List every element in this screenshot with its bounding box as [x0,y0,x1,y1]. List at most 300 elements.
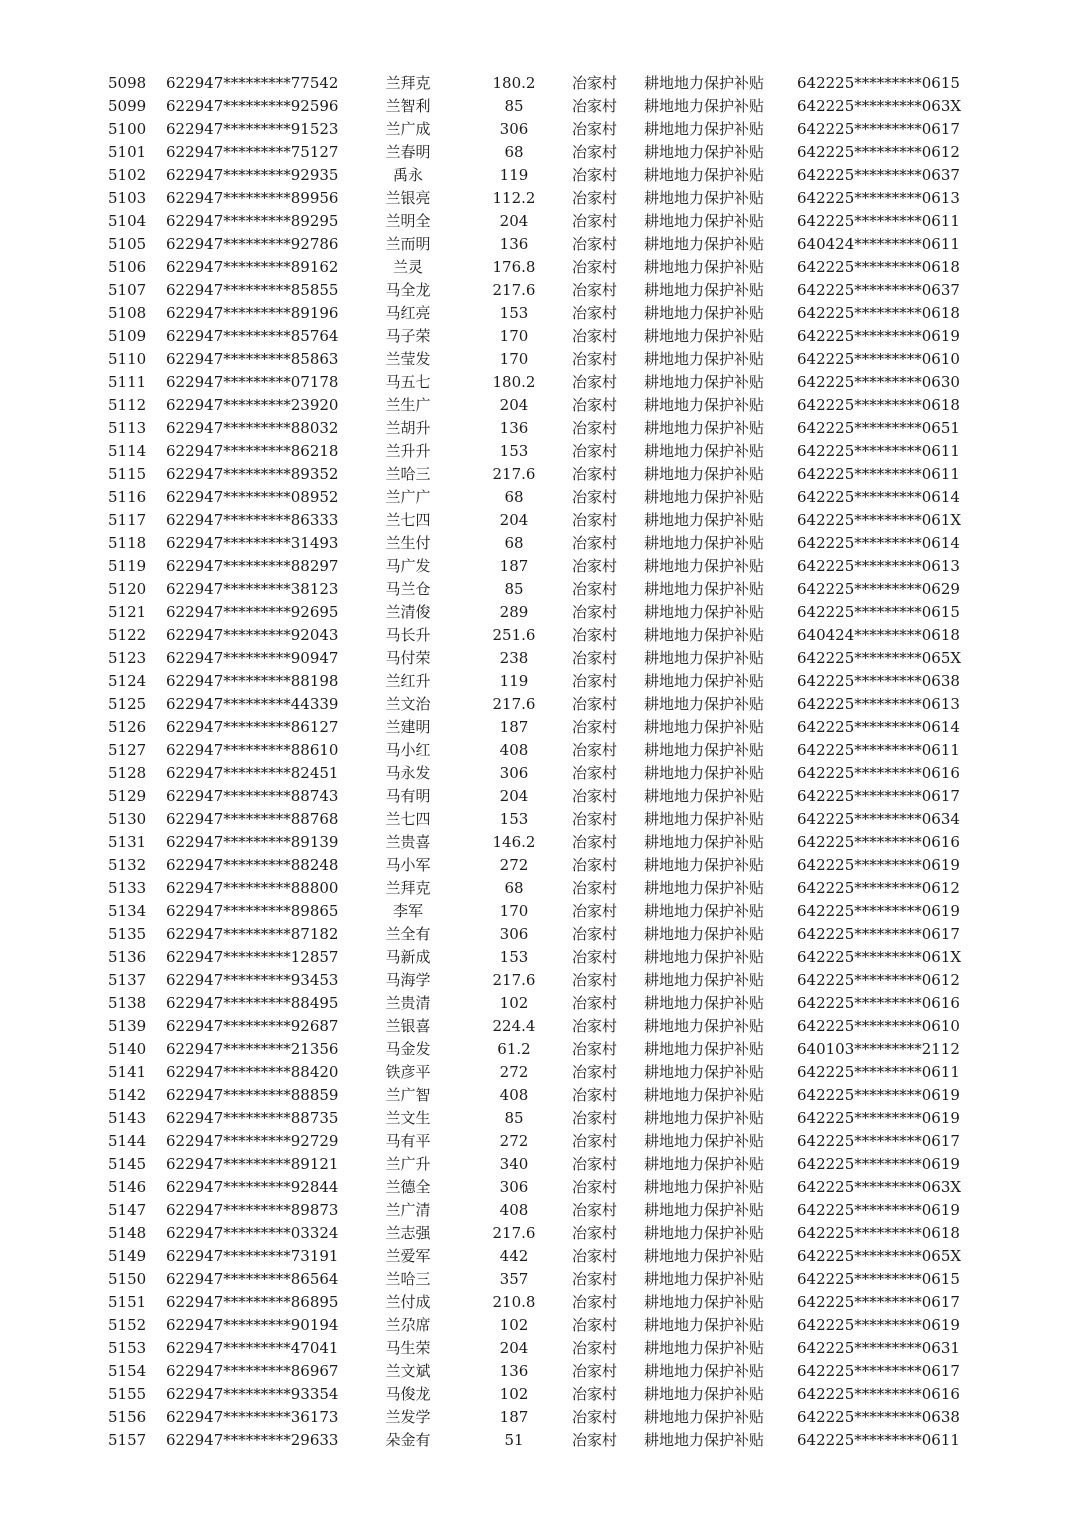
subsidy-amount: 217.6 [492,1224,536,1242]
account-number: 622947*********92844 [166,1178,339,1196]
table-row [0,118,1074,141]
row-number: 5145 [108,1155,147,1173]
subsidy-type: 耕地地力保护补贴 [644,603,765,621]
recipient-name: 兰拜克 [385,74,431,92]
subsidy-type: 耕地地力保护补贴 [644,396,765,414]
subsidy-type: 耕地地力保护补贴 [644,971,765,989]
id-number: 642225*********0651 [797,419,960,437]
table-row [0,1176,1074,1199]
row-number: 5110 [108,350,147,368]
table-row [0,1383,1074,1406]
id-number: 642225*********0618 [797,258,960,276]
table-row [0,1337,1074,1360]
row-number: 5121 [108,603,147,621]
id-number: 642225*********0638 [797,1408,960,1426]
village-name: 冶家村 [572,925,618,943]
row-number: 5111 [108,373,147,391]
subsidy-amount: 176.8 [492,258,536,276]
village-name: 冶家村 [572,1362,618,1380]
recipient-name: 马长升 [385,626,431,644]
row-number: 5108 [108,304,147,322]
table-row [0,440,1074,463]
account-number: 622947*********92695 [166,603,339,621]
village-name: 冶家村 [572,1316,618,1334]
village-name: 冶家村 [572,1247,618,1265]
subsidy-amount: 272 [499,1063,529,1081]
table-row [0,877,1074,900]
village-name: 冶家村 [572,189,618,207]
village-name: 冶家村 [572,1063,618,1081]
village-name: 冶家村 [572,1270,618,1288]
subsidy-type: 耕地地力保护补贴 [644,879,765,897]
subsidy-amount: 85 [504,1109,524,1127]
row-number: 5123 [108,649,147,667]
recipient-name: 兰红升 [385,672,431,690]
row-number: 5109 [108,327,147,345]
recipient-name: 兰广智 [385,1086,431,1104]
recipient-name: 兰贵喜 [385,833,431,851]
id-number: 642225*********0610 [797,350,960,368]
table-row [0,210,1074,233]
id-number: 640424*********0618 [797,626,960,644]
table-row [0,670,1074,693]
subsidy-amount: 217.6 [492,281,536,299]
row-number: 5141 [108,1063,147,1081]
subsidy-amount: 153 [499,304,529,322]
recipient-name: 马小红 [385,741,431,759]
id-number: 642225*********063X [797,97,962,115]
subsidy-amount: 408 [499,741,529,759]
village-name: 冶家村 [572,1086,618,1104]
row-number: 5100 [108,120,147,138]
subsidy-amount: 408 [499,1201,529,1219]
village-name: 冶家村 [572,603,618,621]
subsidy-amount: 68 [504,879,524,897]
account-number: 622947*********93354 [166,1385,339,1403]
account-number: 622947*********89956 [166,189,339,207]
table-row [0,624,1074,647]
recipient-name: 兰付成 [385,1293,431,1311]
village-name: 冶家村 [572,442,618,460]
recipient-name: 马付荣 [385,649,431,667]
id-number: 642225*********0634 [797,810,960,828]
subsidy-type: 耕地地力保护补贴 [644,350,765,368]
village-name: 冶家村 [572,948,618,966]
row-number: 5125 [108,695,147,713]
table-row [0,555,1074,578]
subsidy-amount: 251.6 [492,626,536,644]
subsidy-type: 耕地地力保护补贴 [644,672,765,690]
village-name: 冶家村 [572,166,618,184]
subsidy-amount: 306 [499,1178,529,1196]
id-number: 642225*********0618 [797,396,960,414]
id-number: 642225*********0616 [797,833,960,851]
account-number: 622947*********31493 [166,534,339,552]
row-number: 5130 [108,810,147,828]
id-number: 642225*********0611 [797,741,960,759]
table-row [0,256,1074,279]
account-number: 622947*********87182 [166,925,339,943]
row-number: 5132 [108,856,147,874]
table-row [0,923,1074,946]
table-row [0,647,1074,670]
id-number: 642225*********063X [797,1178,962,1196]
id-number: 642225*********0611 [797,212,960,230]
recipient-name: 马俊龙 [385,1385,431,1403]
row-number: 5115 [108,465,147,483]
subsidy-amount: 153 [499,948,529,966]
village-name: 冶家村 [572,488,618,506]
village-name: 冶家村 [572,1178,618,1196]
row-number: 5131 [108,833,147,851]
subsidy-type: 耕地地力保护补贴 [644,304,765,322]
row-number: 5146 [108,1178,147,1196]
village-name: 冶家村 [572,373,618,391]
account-number: 622947*********92043 [166,626,339,644]
table-row [0,831,1074,854]
recipient-name: 兰文生 [385,1109,431,1127]
row-number: 5147 [108,1201,147,1219]
subsidy-amount: 306 [499,764,529,782]
account-number: 622947*********88248 [166,856,339,874]
subsidy-type: 耕地地力保护补贴 [644,764,765,782]
table-row [0,1038,1074,1061]
subsidy-type: 耕地地力保护补贴 [644,488,765,506]
account-number: 622947*********86127 [166,718,339,736]
id-number: 642225*********0616 [797,764,960,782]
row-number: 5154 [108,1362,147,1380]
village-name: 冶家村 [572,1132,618,1150]
subsidy-amount: 224.4 [492,1017,536,1035]
row-number: 5151 [108,1293,147,1311]
row-number: 5142 [108,1086,147,1104]
account-number: 622947*********08952 [166,488,339,506]
table-row [0,417,1074,440]
account-number: 622947*********85764 [166,327,339,345]
row-number: 5153 [108,1339,147,1357]
table-row [0,371,1074,394]
recipient-name: 马有平 [385,1132,431,1150]
subsidy-amount: 136 [499,419,529,437]
subsidy-amount: 51 [504,1431,524,1449]
village-name: 冶家村 [572,1431,618,1449]
table-row [0,233,1074,256]
recipient-name: 兰全有 [385,925,431,943]
village-name: 冶家村 [572,1155,618,1173]
table-row [0,325,1074,348]
subsidy-type: 耕地地力保护补贴 [644,281,765,299]
account-number: 622947*********88297 [166,557,339,575]
village-name: 冶家村 [572,465,618,483]
subsidy-amount: 180.2 [492,373,536,391]
subsidy-type: 耕地地力保护补贴 [644,994,765,1012]
id-number: 642225*********065X [797,649,962,667]
subsidy-type: 耕地地力保护补贴 [644,143,765,161]
village-name: 冶家村 [572,74,618,92]
subsidy-type: 耕地地力保护补贴 [644,1086,765,1104]
recipient-name: 李军 [392,902,423,920]
row-number: 5119 [108,557,147,575]
row-number: 5129 [108,787,147,805]
subsidy-amount: 68 [504,488,524,506]
village-name: 冶家村 [572,580,618,598]
subsidy-type: 耕地地力保护补贴 [644,189,765,207]
row-number: 5127 [108,741,147,759]
id-number: 642225*********0619 [797,1155,960,1173]
recipient-name: 兰七四 [385,810,431,828]
id-number: 642225*********0611 [797,1431,960,1449]
subsidy-amount: 170 [499,902,529,920]
recipient-name: 兰德全 [385,1178,431,1196]
table-row [0,762,1074,785]
account-number: 622947*********88495 [166,994,339,1012]
recipient-name: 兰银亮 [385,189,431,207]
village-name: 冶家村 [572,1339,618,1357]
subsidy-type: 耕地地力保护补贴 [644,327,765,345]
account-number: 622947*********89121 [166,1155,339,1173]
recipient-name: 兰莹发 [385,350,431,368]
account-number: 622947*********85855 [166,281,339,299]
id-number: 642225*********0619 [797,1316,960,1334]
account-number: 622947*********89162 [166,258,339,276]
subsidy-type: 耕地地力保护补贴 [644,1063,765,1081]
recipient-name: 马永发 [385,764,431,782]
account-number: 622947*********88735 [166,1109,339,1127]
row-number: 5134 [108,902,147,920]
account-number: 622947*********92935 [166,166,339,184]
subsidy-type: 耕地地力保护补贴 [644,1017,765,1035]
subsidy-type: 耕地地力保护补贴 [644,373,765,391]
recipient-name: 马金发 [385,1040,431,1058]
subsidy-amount: 187 [499,557,529,575]
id-number: 642225*********061X [797,948,962,966]
subsidy-amount: 204 [499,1339,529,1357]
recipient-name: 马五七 [385,373,431,391]
id-number: 642225*********0619 [797,1086,960,1104]
table-row [0,95,1074,118]
table-row [0,1153,1074,1176]
subsidy-type: 耕地地力保护补贴 [644,1155,765,1173]
subsidy-type: 耕地地力保护补贴 [644,1247,765,1265]
account-number: 622947*********89352 [166,465,339,483]
recipient-name: 马广发 [385,557,431,575]
table-row [0,532,1074,555]
id-number: 642225*********0619 [797,856,960,874]
table-row [0,1268,1074,1291]
subsidy-type: 耕地地力保护补贴 [644,580,765,598]
subsidy-amount: 306 [499,925,529,943]
account-number: 622947*********88610 [166,741,339,759]
id-number: 642225*********0614 [797,534,960,552]
village-name: 冶家村 [572,1040,618,1058]
subsidy-type: 耕地地力保护补贴 [644,925,765,943]
village-name: 冶家村 [572,143,618,161]
table-row [0,578,1074,601]
village-name: 冶家村 [572,695,618,713]
table-row [0,716,1074,739]
village-name: 冶家村 [572,1201,618,1219]
account-number: 622947*********75127 [166,143,339,161]
recipient-name: 马小军 [385,856,431,874]
subsidy-amount: 357 [499,1270,529,1288]
id-number: 642225*********0614 [797,718,960,736]
id-number: 642225*********0612 [797,879,960,897]
subsidy-amount: 306 [499,120,529,138]
account-number: 622947*********90947 [166,649,339,667]
recipient-name: 兰文治 [385,695,431,713]
row-number: 5114 [108,442,147,460]
subsidy-amount: 204 [499,787,529,805]
recipient-name: 兰春明 [385,143,431,161]
row-number: 5133 [108,879,147,897]
subsidy-type: 耕地地力保护补贴 [644,649,765,667]
account-number: 622947*********88800 [166,879,339,897]
table-row [0,992,1074,1015]
village-name: 冶家村 [572,212,618,230]
subsidy-type: 耕地地力保护补贴 [644,1362,765,1380]
subsidy-amount: 210.8 [492,1293,536,1311]
subsidy-amount: 442 [499,1247,529,1265]
id-number: 642225*********0637 [797,281,960,299]
subsidy-type: 耕地地力保护补贴 [644,166,765,184]
village-name: 冶家村 [572,1385,618,1403]
recipient-name: 兰七四 [385,511,431,529]
row-number: 5140 [108,1040,147,1058]
account-number: 622947*********89873 [166,1201,339,1219]
table-row [0,1429,1074,1452]
table-row [0,348,1074,371]
account-number: 622947*********89295 [166,212,339,230]
recipient-name: 兰升升 [385,442,431,460]
village-name: 冶家村 [572,879,618,897]
row-number: 5116 [108,488,147,506]
table-row [0,1130,1074,1153]
village-name: 冶家村 [572,672,618,690]
village-name: 冶家村 [572,534,618,552]
subsidy-type: 耕地地力保护补贴 [644,718,765,736]
subsidy-type: 耕地地力保护补贴 [644,557,765,575]
table-row [0,854,1074,877]
subsidy-type: 耕地地力保护补贴 [644,810,765,828]
row-number: 5139 [108,1017,147,1035]
subsidy-amount: 204 [499,511,529,529]
account-number: 622947*********88198 [166,672,339,690]
subsidy-amount: 85 [504,97,524,115]
account-number: 622947*********90194 [166,1316,339,1334]
id-number: 640424*********0611 [797,235,960,253]
table-row [0,1199,1074,1222]
village-name: 冶家村 [572,304,618,322]
account-number: 622947*********86333 [166,511,339,529]
table-row [0,601,1074,624]
id-number: 642225*********0619 [797,327,960,345]
subsidy-type: 耕地地力保护补贴 [644,74,765,92]
id-number: 642225*********0615 [797,74,960,92]
subsidy-type: 耕地地力保护补贴 [644,1408,765,1426]
account-number: 622947*********86218 [166,442,339,460]
subsidy-type: 耕地地力保护补贴 [644,1385,765,1403]
recipient-name: 马新成 [385,948,431,966]
village-name: 冶家村 [572,327,618,345]
table-row [0,739,1074,762]
id-number: 642225*********0637 [797,166,960,184]
row-number: 5135 [108,925,147,943]
village-name: 冶家村 [572,511,618,529]
recipient-name: 兰生广 [385,396,431,414]
id-number: 642225*********0613 [797,695,960,713]
subsidy-table [0,72,1074,1452]
recipient-name: 兰志强 [385,1224,431,1242]
subsidy-type: 耕地地力保护补贴 [644,1132,765,1150]
subsidy-type: 耕地地力保护补贴 [644,1201,765,1219]
subsidy-amount: 187 [499,1408,529,1426]
account-number: 622947*********86895 [166,1293,339,1311]
recipient-name: 马海学 [385,971,431,989]
id-number: 642225*********0616 [797,994,960,1012]
id-number: 642225*********065X [797,1247,962,1265]
recipient-name: 兰银喜 [385,1017,431,1035]
id-number: 642225*********0617 [797,120,960,138]
table-row [0,808,1074,831]
id-number: 642225*********0613 [797,557,960,575]
table-row [0,1245,1074,1268]
subsidy-type: 耕地地力保护补贴 [644,534,765,552]
recipient-name: 兰尕席 [385,1316,431,1334]
table-row [0,164,1074,187]
table-row [0,302,1074,325]
row-number: 5156 [108,1408,147,1426]
account-number: 622947*********88743 [166,787,339,805]
subsidy-amount: 68 [504,143,524,161]
recipient-name: 朵金有 [385,1431,431,1449]
subsidy-type: 耕地地力保护补贴 [644,1293,765,1311]
id-number: 642225*********0617 [797,1293,960,1311]
subsidy-type: 耕地地力保护补贴 [644,902,765,920]
row-number: 5102 [108,166,147,184]
village-name: 冶家村 [572,626,618,644]
account-number: 622947*********85863 [166,350,339,368]
account-number: 622947*********88859 [166,1086,339,1104]
recipient-name: 兰广广 [385,488,431,506]
row-number: 5104 [108,212,147,230]
recipient-name: 兰清俊 [385,603,431,621]
subsidy-amount: 112.2 [492,189,536,207]
account-number: 622947*********92786 [166,235,339,253]
account-number: 622947*********07178 [166,373,339,391]
recipient-name: 铁彦平 [385,1063,431,1081]
recipient-name: 马红亮 [385,304,431,322]
subsidy-type: 耕地地力保护补贴 [644,97,765,115]
row-number: 5137 [108,971,147,989]
subsidy-amount: 136 [499,235,529,253]
account-number: 622947*********88032 [166,419,339,437]
subsidy-amount: 102 [499,994,529,1012]
table-row [0,1314,1074,1337]
id-number: 642225*********0617 [797,1362,960,1380]
village-name: 冶家村 [572,810,618,828]
table-row [0,187,1074,210]
subsidy-type: 耕地地力保护补贴 [644,1224,765,1242]
village-name: 冶家村 [572,97,618,115]
subsidy-amount: 217.6 [492,695,536,713]
row-number: 5098 [108,74,147,92]
village-name: 冶家村 [572,281,618,299]
table-row [0,785,1074,808]
recipient-name: 兰爱军 [385,1247,431,1265]
row-number: 5106 [108,258,147,276]
account-number: 622947*********93453 [166,971,339,989]
row-number: 5149 [108,1247,147,1265]
